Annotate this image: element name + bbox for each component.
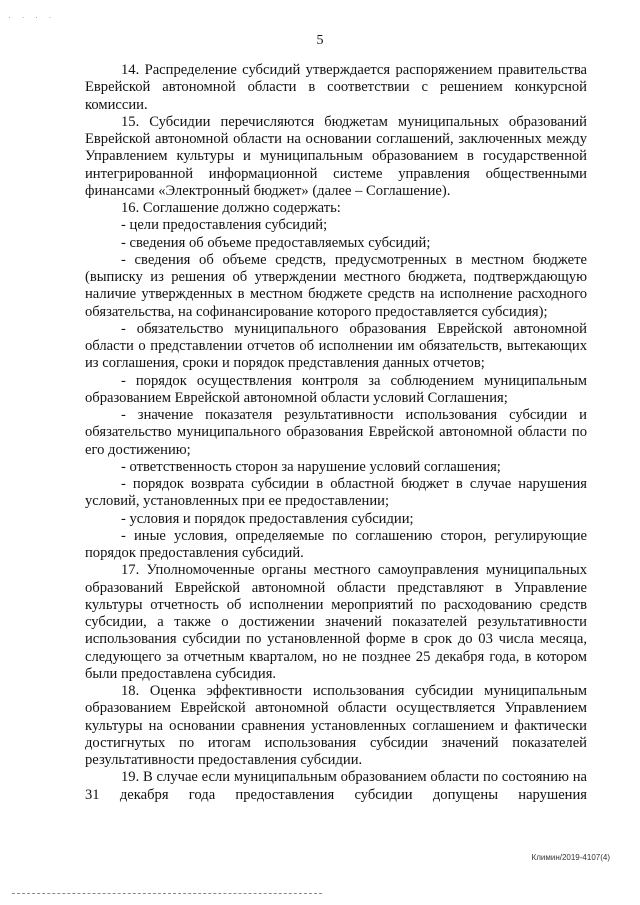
paragraph: - сведения об объеме средств, предусмотренных в местном бюджете (выписку из решения об утверждении местного бюджета, подтверждающую наличие утвержденных в местном бюджете средств на исполнение расходного обязательства, на софинансирование которого предоставляется субсидия); (85, 251, 587, 320)
paragraph: 14. Распределение субсидий утверждается распоряжением правительства Еврейской автономной области в соответствии с решением конкурсной комиссии. (85, 62, 587, 113)
paragraph: 17. Уполномоченные органы местного самоуправления муниципальных образований Еврейской автономной области представляют в Управление культуры отчетность об исполнении мероприятий по расходованию средств субсидии, а также о достижении значений показателей результативности использования субсидии по установленной форме в срок до 03 числа месяца, следующего за отчетным кварталом, но не позднее 25 декабря года, в котором были предоставлена субсидия. (85, 562, 587, 682)
scan-edge-line (12, 893, 322, 894)
scan-marks: · · · · (8, 12, 56, 22)
paragraph: - порядок осуществления контроля за соблюдением муниципальным образованием Еврейской автономной области условий Соглашения; (85, 372, 587, 406)
document-footer-code: Климин/2019-4107(4) (531, 853, 610, 862)
paragraph: - иные условия, определяемые по соглашению сторон, регулирующие порядок предоставления субсидий. (85, 527, 587, 561)
paragraph: - значение показателя результативности использования субсидии и обязательство муниципального образования Еврейской автономной области по его достижению; (85, 407, 587, 458)
paragraph: 15. Субсидии перечисляются бюджетам муниципальных образований Еврейской автономной области на основании соглашений, заключенных между Управлением культуры и муниципальным образованием в государственной интегрированной информационной системе управления общественными финансами «Электронный бюджет» (далее – Соглашение). (85, 113, 587, 199)
paragraph: - порядок возврата субсидии в областной бюджет в случае нарушения условий, установленных при ее предоставлении; (85, 476, 587, 510)
paragraph: - обязательство муниципального образования Еврейской автономной области о представлении отчетов об исполнении им обязательств, вытекающих из соглашения, сроки и порядок представления данных отчетов; (85, 320, 587, 372)
paragraph: 16. Соглашение должно содержать: (121, 200, 341, 216)
page-number: 5 (316, 33, 324, 48)
paragraph: 19. В случае если муниципальным образованием области по состоянию на 31 декабря года предоставления субсидии допущены нарушения (85, 769, 587, 803)
document-body (85, 62, 587, 804)
paragraph: - ответственность сторон за нарушение условий соглашения; (121, 458, 501, 475)
paragraph: - условия и порядок предоставления субсидии; (121, 510, 414, 527)
paragraph: - цели предоставления субсидий; (121, 217, 328, 234)
paragraph: 18. Оценка эффективности использования субсидии муниципальным образованием Еврейской автономной области осуществляется Управлением культуры на основании сравнения установленных соглашением и фактически достигнутых по итогам использования субсидии значений показателей результативности предоставления субсидии. (85, 683, 587, 768)
paragraph: - сведения об объеме предоставляемых субсидий; (121, 234, 431, 251)
